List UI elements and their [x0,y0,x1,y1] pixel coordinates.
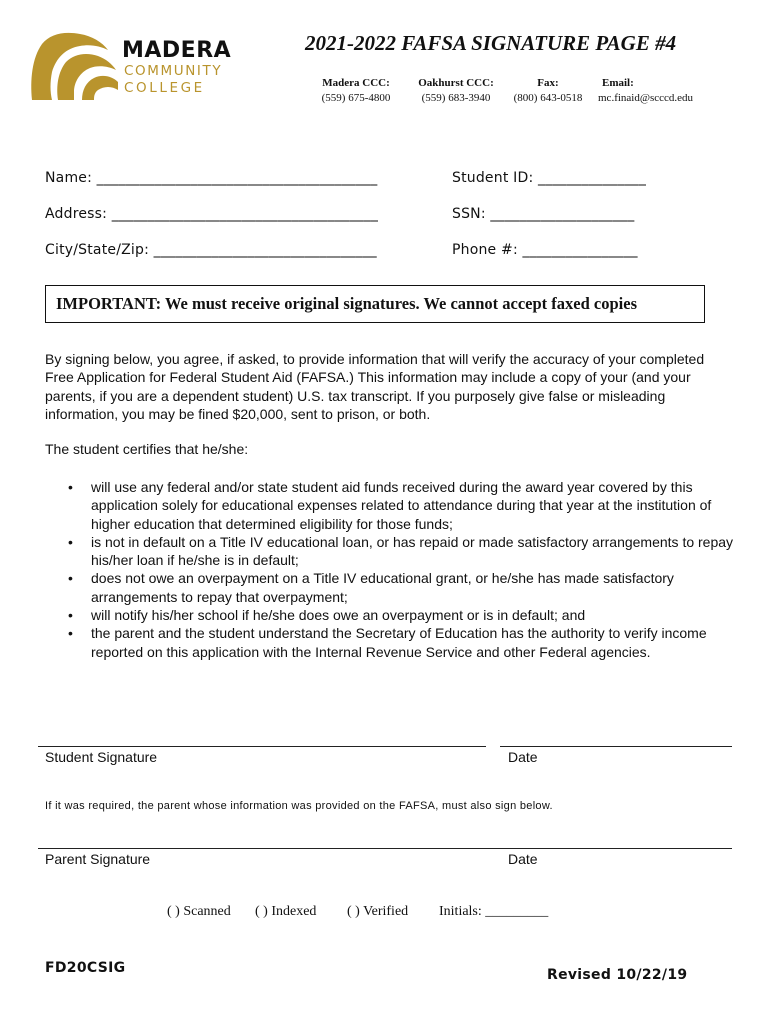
bullet-icon: • [68,533,73,550]
bullet-icon: • [68,570,73,587]
ssn-field[interactable]: SSN: ____________________ [452,206,635,222]
revised-date: Revised 10/22/19 [547,967,688,983]
contact-label: Email: [602,77,634,89]
indexed-checkbox[interactable]: ( ) Indexed [255,904,317,919]
contact-email [598,76,708,106]
student-date-line[interactable] [500,746,732,747]
important-notice: IMPORTANT: We must receive original signatures. We cannot accept faxed copies [45,285,705,323]
bullet-icon: • [68,479,73,495]
contact-oakhurst [410,76,502,106]
parent-note: If it was required, the parent whose information was provided on the FAFSA, must also sign below. [45,800,553,812]
city-state-zip-field[interactable]: City/State/Zip: _______________________________ [45,242,377,258]
student-signature-label: Student Signature [45,749,158,765]
contact-value: (559) 675-4800 [321,92,391,104]
initials-field[interactable]: Initials: _________ [439,904,549,919]
bullet-icon: • [68,607,73,624]
form-code: FD20CSIG [45,960,126,976]
list-item: • is not in default on a Title IV educational loan, or has repaid or made satisfactory arrangements to repay his/her loan if he/she is in default; [68,533,734,569]
certifies-text: The student certifies that he/she: [45,441,249,457]
student-id-field[interactable]: Student ID: _______________ [452,170,647,186]
contact-value: (559) 683-3940 [421,92,491,104]
contact-madera [312,76,400,106]
verified-checkbox[interactable]: ( ) Verified [347,904,409,919]
student-signature-line[interactable] [38,746,486,747]
contact-label: Madera CCC: [322,77,390,89]
logo-name: MADERA [122,38,232,63]
list-item: • does not owe an overpayment on a Title IV educational grant, or he/she has made satisfactory arrangements to repay that overpayment; [68,570,674,605]
name-field[interactable]: Name: _______________________________________ [45,170,378,186]
list-item: • will use any federal and/or state student aid funds received during the award year covered by this application solely for educational expenses related to attendance during that year at the institution of higher education that determined eligibility for those funds; [68,479,712,532]
logo-community: COMMUNITY [124,63,223,79]
contact-fax [507,76,589,106]
parent-date-label: Date [508,851,538,867]
list-item: • the parent and the student understand the Secretary of Education has the authority to verify income reported on this application with the Internal Revenue Service and other Federal agencies. [68,625,707,660]
contact-label: Fax: [537,77,559,89]
logo-college: COLLEGE [124,80,205,96]
bullet-icon: • [68,625,73,642]
scanned-checkbox[interactable]: ( ) Scanned [167,904,231,919]
agreement-text: By signing below, you agree, if asked, to provide information that will verify the accuracy of your completed Free Application for Federal Student Aid (FAFSA.) This information may include a copy of your (and your parents, if you are a dependent student) U.S. tax transcript. If you purposely give false or misleading information, you may be fined $20,000, sent to prison, or both. [45,351,705,422]
address-field[interactable]: Address: _____________________________________ [45,206,379,222]
phone-field[interactable]: Phone #: ________________ [452,242,638,258]
parent-signature-line[interactable] [38,848,732,849]
contact-label: Oakhurst CCC: [418,77,494,89]
page-title: 2021-2022 FAFSA SIGNATURE PAGE #4 [305,31,677,55]
list-item: • will notify his/her school if he/she does owe an overpayment or is in default; and [68,607,586,624]
contact-value: (800) 643-0518 [513,92,583,104]
student-date-label: Date [508,749,538,765]
contact-value: mc.finaid@scccd.edu [598,92,694,104]
parent-signature-label: Parent Signature [45,851,151,867]
certification-list [45,478,735,661]
